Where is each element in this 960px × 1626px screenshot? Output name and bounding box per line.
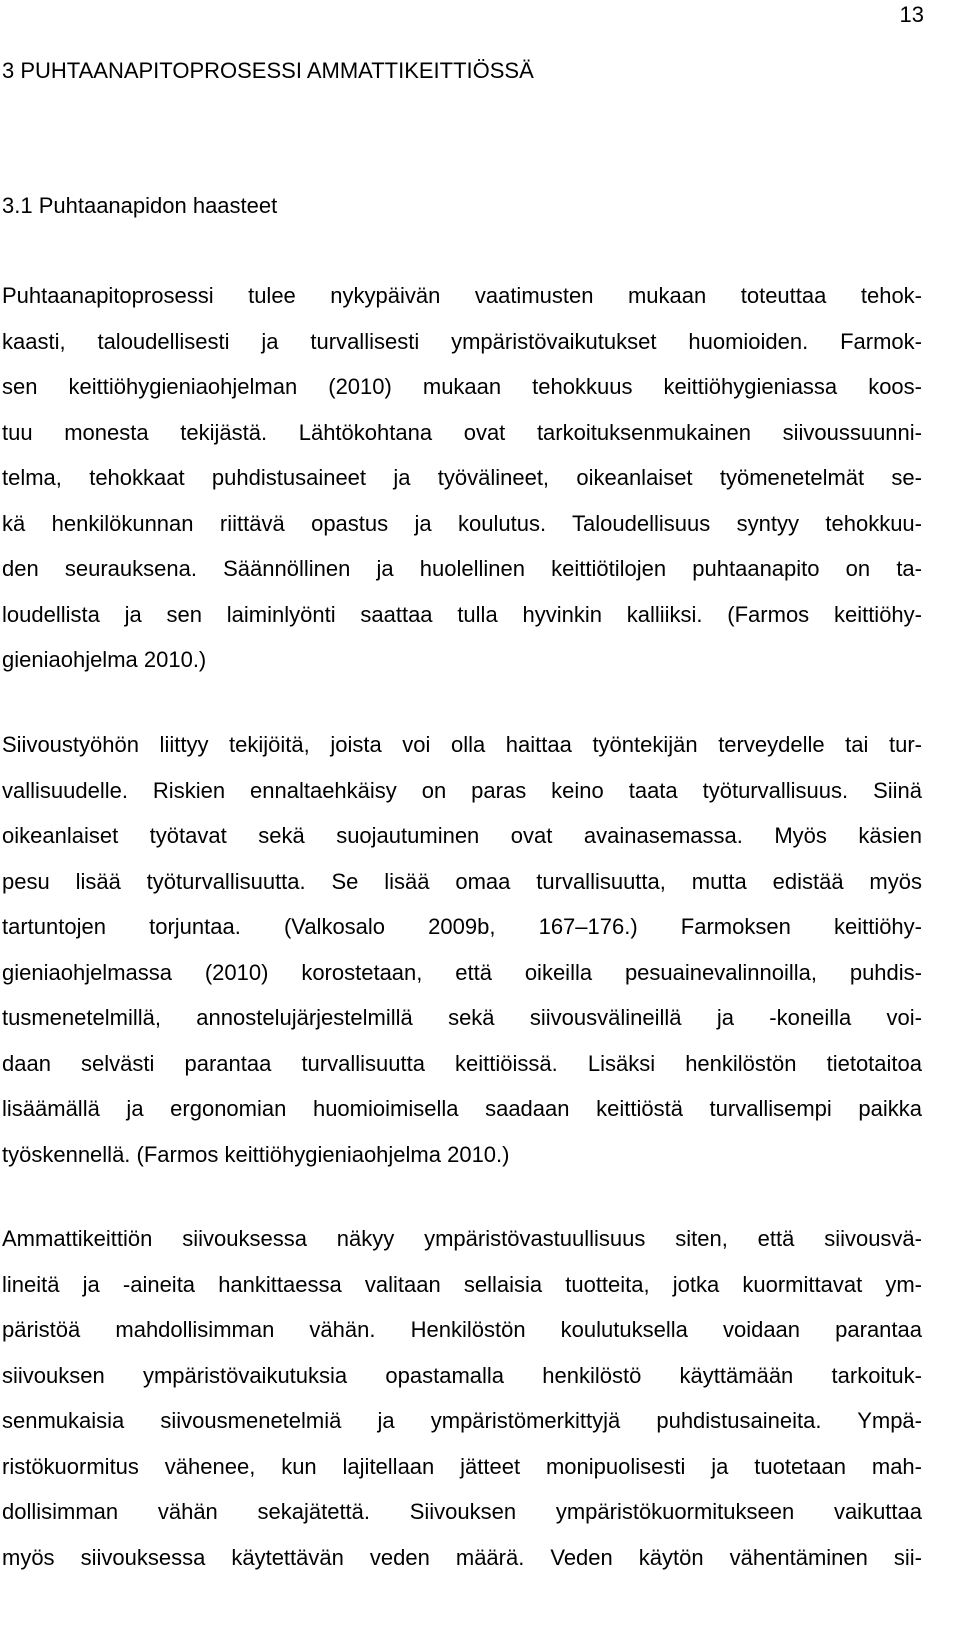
paragraph-line: työskennellä. (Farmos keittiöhygieniaohjelma 2010.): [2, 1141, 510, 1167]
paragraph-2: [2, 722, 922, 1177]
paragraph-3: [2, 1216, 922, 1580]
page-number: 13: [899, 2, 924, 27]
paragraph-line: siivouksen ympäristövaikutuksia opastamalla henkilöstö käyttämään tarkoituk-: [2, 1362, 922, 1388]
paragraph-line: dollisimman vähän sekajätettä. Siivouksen ympäristökuormitukseen vaikuttaa: [2, 1499, 922, 1524]
paragraph-line: Siivoustyöhön liittyy tekijöitä, joista voi olla haittaa työntekijän terveydelle tai tur-: [2, 732, 922, 757]
paragraph-line: tusmenetelmillä, annostelujärjestelmillä sekä siivousvälineillä ja -koneilla voi-: [2, 1005, 922, 1030]
paragraph-line: daan selvästi parantaa turvallisuutta keittiöissä. Lisäksi henkilöstön tietotaitoa: [2, 1050, 922, 1076]
paragraph-line: Puhtaanapitoprosessi tulee nykypäivän vaatimusten mukaan toteuttaa tehok-: [2, 283, 922, 308]
paragraph-line: senmukaisia siivousmenetelmiä ja ympäristömerkittyjä puhdistusaineita. Ympä-: [2, 1408, 922, 1433]
paragraph-line: tartuntojen torjuntaa. (Valkosalo 2009b, 167–176.) Farmoksen keittiöhy-: [2, 914, 922, 939]
paragraph-line: oikeanlaiset työtavat sekä suojautuminen ovat avainasemassa. Myös käsien: [2, 823, 922, 848]
paragraph-line: myös siivouksessa käytettävän veden määrä. Veden käytön vähentäminen sii-: [2, 1544, 922, 1570]
paragraph-line: gieniaohjelmassa (2010) korostetaan, että oikeilla pesuainevalinnoilla, puhdis-: [2, 959, 922, 985]
paragraph-line: vallisuudelle. Riskien ennaltaehkäisy on paras keino taata työturvallisuus. Siinä: [2, 777, 922, 803]
paragraph-line: lineitä ja -aineita hankittaessa valitaan sellaisia tuotteita, jotka kuormittavat ym-: [2, 1271, 922, 1297]
paragraph-1: [2, 273, 922, 683]
paragraph-line: kä henkilökunnan riittävä opastus ja koulutus. Taloudellisuus syntyy tehokkuu-: [2, 510, 922, 536]
chapter-heading: 3 PUHTAANAPITOPROSESSI AMMATTIKEITTIÖSSÄ: [2, 58, 534, 83]
paragraph-line: pesu lisää työturvallisuutta. Se lisää omaa turvallisuutta, mutta edistää myös: [2, 868, 922, 894]
paragraph-line: lisäämällä ja ergonomian huomioimisella saadaan keittiöstä turvallisempi paikka: [2, 1096, 922, 1121]
paragraph-line: loudellista ja sen laiminlyönti saattaa tulla hyvinkin kalliiksi. (Farmos keittiöhy-: [2, 601, 922, 627]
paragraph-line: Ammattikeittiön siivouksessa näkyy ympäristövastuullisuus siten, että siivousvä-: [2, 1226, 922, 1251]
paragraph-line: päristöä mahdollisimman vähän. Henkilöstön koulutuksella voidaan parantaa: [2, 1317, 922, 1342]
section-heading: 3.1 Puhtaanapidon haasteet: [2, 193, 278, 218]
paragraph-line: gieniaohjelma 2010.): [2, 647, 207, 672]
paragraph-line: tuu monesta tekijästä. Lähtökohtana ovat tarkoituksenmukainen siivoussuunni-: [2, 419, 922, 445]
paragraph-line: kaasti, taloudellisesti ja turvallisesti ympäristövaikutukset huomioiden. Farmok-: [2, 328, 922, 354]
paragraph-line: sen keittiöhygieniaohjelman (2010) mukaan tehokkuus keittiöhygieniassa koos-: [2, 374, 922, 399]
paragraph-line: den seurauksena. Säännöllinen ja huolellinen keittiötilojen puhtaanapito on ta-: [2, 556, 922, 581]
paragraph-line: ristökuormitus vähenee, kun lajitellaan jätteet monipuolisesti ja tuotetaan mah-: [2, 1453, 922, 1479]
paragraph-line: telma, tehokkaat puhdistusaineet ja työvälineet, oikeanlaiset työmenetelmät se-: [2, 465, 922, 490]
